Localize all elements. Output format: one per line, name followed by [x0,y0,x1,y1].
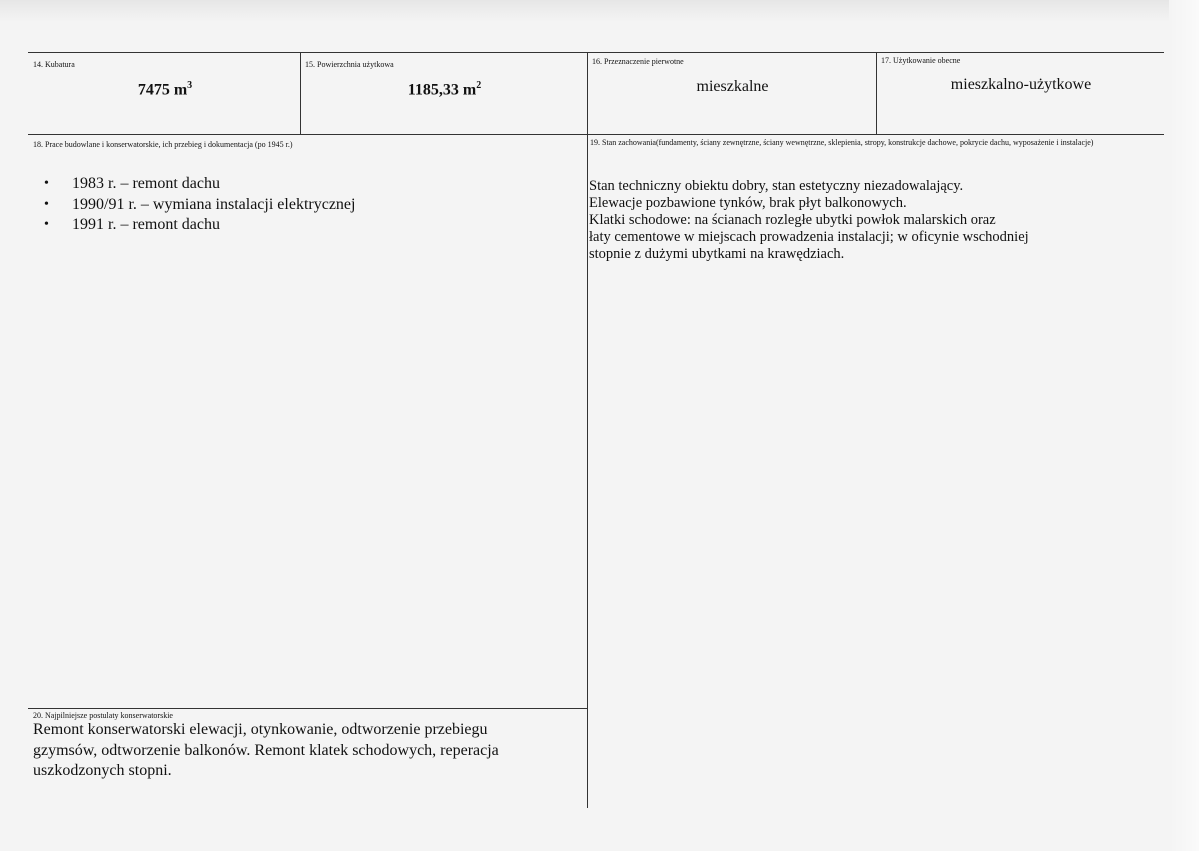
uzytkowanie-value: mieszkalno-użytkowe [950,76,1092,93]
kubatura-label: 14. Kubatura [33,60,75,69]
postulates-text [33,720,593,782]
condition-line: Klatki schodowe: na ścianach rozległe ubytki powłok malarskich oraz [589,212,996,228]
przeznaczenie-label: 16. Przeznaczenie pierwotne [592,57,684,66]
uzytkowanie-label: 17. Użytkowanie obecne [881,56,961,65]
powierzchnia-label: 15. Powierzchnia użytkowa [305,60,394,69]
condition-line: stopnie z dużymi ubytkami na krawędziach. [589,246,845,262]
list-item: • 1991 r. – remont dachu [72,215,355,236]
postulates-line: uszkodzonych stopni. [33,762,172,779]
col-divider-2 [587,52,588,808]
condition-label: 19. Stan zachowania(fundamenty, ściany zewnętrzne, ściany wewnętrzne, sklepienia, stropy, konstrukcje dachowe, pokrycie dachu, wyposażenie i instalacje) [590,138,1094,147]
postulates-line: gzymsów, odtworzenie balkonów. Remont klatek schodowych, reperacja [33,741,499,759]
top-rule [28,52,1164,53]
condition-text [589,178,1149,263]
col-divider-3 [876,52,877,134]
list-item: • 1983 r. – remont dachu [72,174,355,195]
postulates-top-rule [28,708,587,709]
postulates-line: Remont konserwatorski elewacji, otynkowanie, odtworzenie przebiegu [33,721,488,738]
kubatura-value: 7475 $m^3$ [137,80,193,99]
works-label: 18. Prace budowlane i konserwatorskie, ich przebieg i dokumentacja (po 1945 r.) [33,140,293,149]
works-list [40,174,355,236]
condition-line: Elewacje pozbawione tynków, brak płyt balkonowych. [589,195,907,211]
powierzchnia-value: 1185,33 $m^2$ [407,80,482,99]
condition-line: Stan techniczny obiektu dobry, stan estetyczny niezadowalający. [589,178,964,194]
col-divider-1 [300,52,301,134]
row1-bottom-rule [28,134,1164,135]
postulates-label: 20. Najpilniejsze postulaty konserwatorskie [33,711,173,720]
list-item: • 1990/91 r. – wymiana instalacji elektrycznej [72,195,355,216]
condition-line: łaty cementowe w miejscach prowadzenia instalacji; w oficynie wschodniej [589,229,1029,245]
przeznaczenie-value: mieszkalne [696,78,769,95]
